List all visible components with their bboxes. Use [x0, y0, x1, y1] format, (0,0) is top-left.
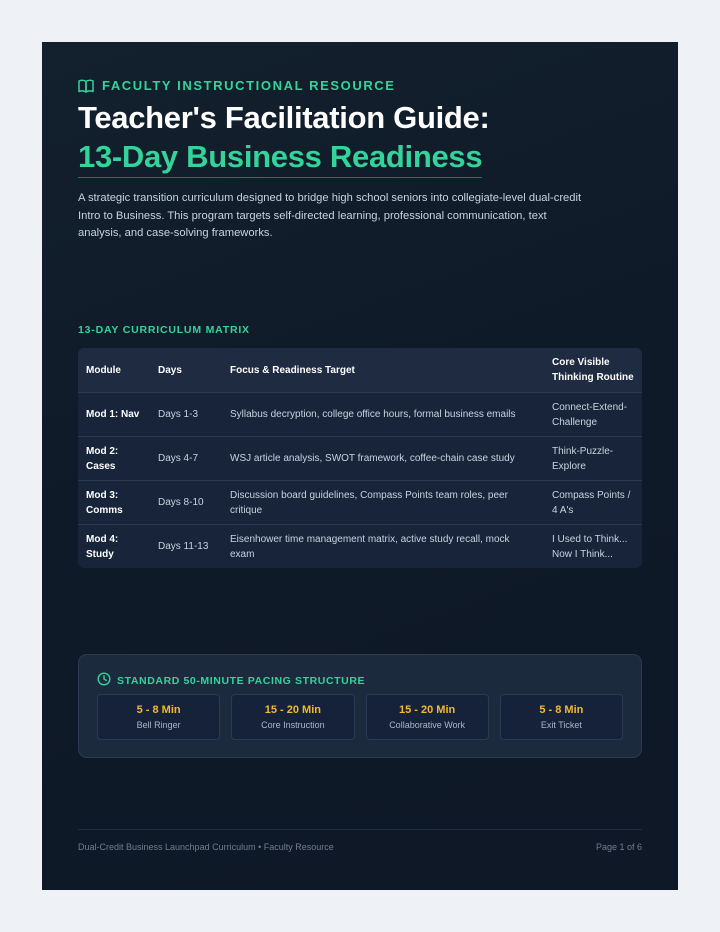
pacing-block-time: 15 - 20 Min: [264, 704, 321, 716]
days-cell: Days 11-13: [150, 525, 222, 569]
matrix-header-row: [78, 348, 642, 393]
focus-cell: WSJ article analysis, SWOT framework, coffee-chain case study: [222, 437, 544, 481]
pacing-panel: [78, 654, 642, 758]
pacing-block-label: Core Instruction: [261, 720, 325, 730]
focus-cell: Eisenhower time management matrix, active study recall, mock exam: [222, 525, 544, 569]
footer-source: Dual-Credit Business Launchpad Curriculum • Faculty Resource: [78, 842, 334, 852]
column-header-days: Days: [158, 364, 182, 376]
focus-cell: Syllabus decryption, college office hours, formal business emails: [222, 393, 544, 437]
table-row: [78, 393, 642, 437]
module-cell: Mod 3: Comms: [78, 481, 150, 525]
focus-cell: Discussion board guidelines, Compass Points team roles, peer critique: [222, 481, 544, 525]
column-header-routine: Core Visible Thinking Routine: [552, 357, 634, 383]
module-cell: Mod 2: Cases: [78, 437, 150, 481]
routine-cell: Connect-Extend-Challenge: [544, 393, 642, 437]
pacing-block-time: 5 - 8 Min: [539, 704, 584, 716]
page-footer: [78, 829, 642, 852]
pacing-block-label: Collaborative Work: [389, 720, 466, 730]
curriculum-matrix: [78, 348, 642, 568]
clock-icon: [97, 672, 111, 689]
pacing-block-time: 15 - 20 Min: [399, 704, 456, 716]
pacing-block-exit-ticket: [500, 694, 623, 740]
pacing-block-core-instruction: [231, 694, 354, 740]
intro-paragraph: A strategic transition curriculum designed to bridge high school seniors into collegiate-level dual-credit Intro to Business. This program targets self-directed learning, professional communication, text analysis, and case-solving frameworks.: [78, 192, 582, 239]
days-cell: Days 4-7: [150, 437, 222, 481]
days-cell: Days 8-10: [150, 481, 222, 525]
column-header-module: Module: [86, 364, 121, 376]
guide-page: [42, 42, 678, 890]
eyebrow-label: FACULTY INSTRUCTIONAL RESOURCE: [102, 78, 396, 93]
book-open-icon: [78, 79, 94, 93]
column-header-focus: Focus & Readiness Target: [230, 364, 355, 376]
routine-cell: Compass Points / 4 A's: [544, 481, 642, 525]
table-row: [78, 481, 642, 525]
module-cell: Mod 1: Nav: [78, 393, 150, 437]
pacing-blocks: [97, 694, 623, 740]
pacing-block-collaborative-work: [366, 694, 489, 740]
routine-cell: I Used to Think... Now I Think...: [544, 525, 642, 569]
pacing-block-label: Exit Ticket: [540, 720, 582, 730]
table-row: [78, 525, 642, 569]
pacing-title: STANDARD 50-MINUTE PACING STRUCTURE: [117, 674, 366, 687]
eyebrow: [78, 78, 396, 93]
pacing-block-bell-ringer: [97, 694, 220, 740]
pacing-block-label: Bell Ringer: [136, 720, 181, 730]
module-cell: Mod 4: Study: [78, 525, 150, 569]
page-number: Page 1 of 6: [595, 842, 642, 852]
pacing-heading: [97, 672, 365, 689]
page-title: Teacher's Facilitation Guide:: [78, 100, 490, 135]
table-row: [78, 437, 642, 481]
matrix-section-label: 13-DAY CURRICULUM MATRIX: [78, 324, 250, 336]
pacing-block-time: 5 - 8 Min: [136, 704, 181, 716]
days-cell: Days 1-3: [150, 393, 222, 437]
page-subtitle: 13-Day Business Readiness: [78, 138, 482, 178]
routine-cell: Think-Puzzle-Explore: [544, 437, 642, 481]
